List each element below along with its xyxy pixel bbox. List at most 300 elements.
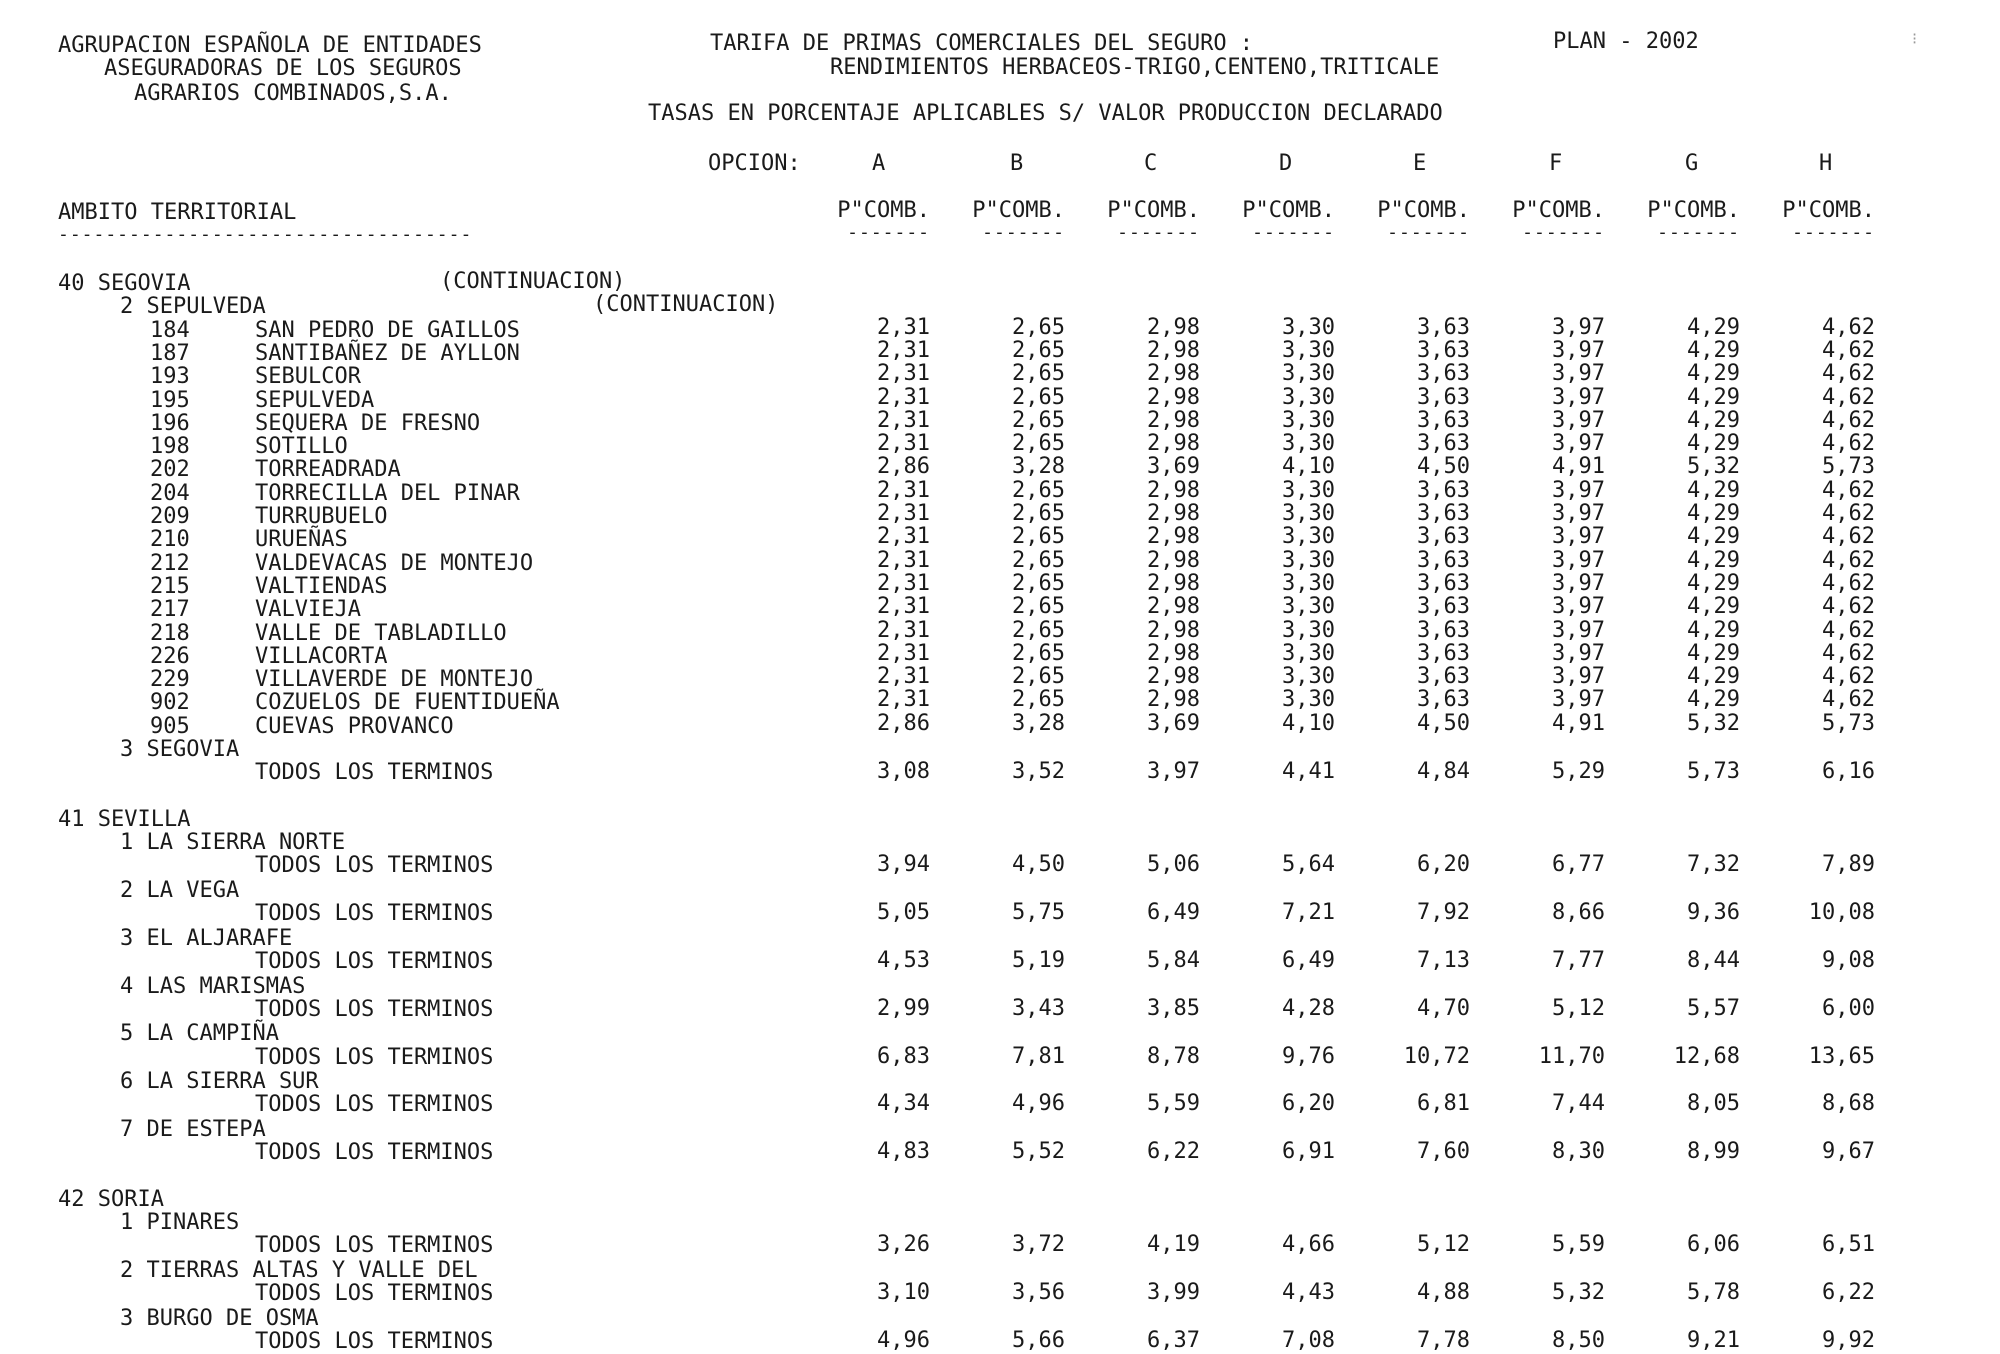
rate-cell-h: 9,08: [1822, 948, 1875, 973]
all-terms-label: TODOS LOS TERMINOS: [255, 901, 494, 927]
rate-cell-a: 2,99: [877, 995, 930, 1021]
municipality-code: 195: [150, 387, 190, 413]
comarca-heading: 2 TIERRAS ALTAS Y VALLE DEL: [120, 1257, 478, 1283]
rate-cell-h: 8,68: [1822, 1091, 1875, 1117]
rate-cell-b: 2,65: [1012, 384, 1065, 410]
rate-cell-d: 6,91: [1282, 1139, 1335, 1165]
rate-cell-c: 2,98: [1147, 407, 1200, 433]
rate-cell-h: 4,62: [1822, 384, 1875, 410]
rate-cell-b: 5,19: [1012, 948, 1065, 973]
municipality-name: SANTIBAÑEZ DE AYLLON: [255, 340, 520, 366]
rate-cell-f: 3,97: [1552, 337, 1605, 363]
comarca-heading: 3 BURGO DE OSMA: [120, 1305, 319, 1331]
municipality-code: 198: [150, 434, 190, 460]
rate-cell-a: 2,31: [877, 617, 930, 643]
rate-cell-b: 3,43: [1012, 995, 1065, 1021]
rate-cell-c: 2,98: [1147, 640, 1200, 666]
rate-cell-g: 5,32: [1687, 454, 1740, 480]
rate-cell-g: 4,29: [1687, 570, 1740, 596]
all-terms-label: TODOS LOS TERMINOS: [255, 1140, 494, 1166]
rate-cell-h: 4,62: [1822, 570, 1875, 596]
rate-cell-f: 8,66: [1552, 900, 1605, 926]
rate-cell-h: 4,62: [1822, 617, 1875, 643]
rate-cell-d: 3,30: [1282, 664, 1335, 690]
rate-cell-c: 5,59: [1147, 1091, 1200, 1117]
rate-cell-c: 3,69: [1147, 710, 1200, 736]
rate-cell-c: 2,98: [1147, 687, 1200, 713]
municipality-code: 218: [150, 620, 190, 646]
rate-cell-g: 4,29: [1687, 337, 1740, 363]
municipality-code: 209: [150, 504, 190, 529]
scroll-indicator-icon: ⁝: [1912, 29, 1918, 48]
rate-cell-h: 4,62: [1822, 407, 1875, 433]
all-terms-label: TODOS LOS TERMINOS: [255, 1092, 494, 1118]
rate-cell-e: 7,60: [1417, 1139, 1470, 1165]
all-terms-label: TODOS LOS TERMINOS: [255, 1281, 494, 1307]
all-terms-label: TODOS LOS TERMINOS: [255, 1328, 494, 1354]
rate-cell-e: 3,63: [1417, 664, 1470, 690]
rate-cell-d: 5,64: [1282, 852, 1335, 878]
option-e: E: [1413, 151, 1427, 176]
territorial-scope-rule: -----------------------------------: [58, 224, 473, 245]
municipality-name: VALDEVACAS DE MONTEJO: [255, 550, 534, 576]
province-heading: 40 SEGOVIA: [58, 271, 191, 296]
rate-cell-e: 3,63: [1417, 547, 1470, 573]
rate-cell-b: 2,65: [1012, 314, 1065, 340]
rate-cell-g: 4,29: [1687, 547, 1740, 573]
all-terms-label: TODOS LOS TERMINOS: [255, 853, 494, 879]
province-heading: 41 SEVILLA: [58, 806, 191, 832]
option-a: A: [872, 151, 886, 176]
municipality-name: SEQUERA DE FRESNO: [255, 410, 481, 436]
rate-cell-e: 3,63: [1417, 594, 1470, 620]
rate-cell-a: 3,08: [877, 759, 930, 785]
rate-cell-f: 3,97: [1552, 501, 1605, 526]
rate-cell-b: 2,65: [1012, 361, 1065, 387]
municipality-name: TORREADRADA: [255, 457, 401, 483]
rate-cell-g: 9,21: [1687, 1327, 1740, 1353]
rate-cell-c: 3,85: [1147, 995, 1200, 1021]
rate-cell-f: 5,32: [1552, 1280, 1605, 1306]
rate-cell-f: 3,97: [1552, 664, 1605, 690]
rate-cell-e: 3,63: [1417, 501, 1470, 526]
comarca-heading: 1 LA SIERRA NORTE: [120, 830, 346, 856]
rate-cell-c: 2,98: [1147, 361, 1200, 387]
rate-cell-g: 4,29: [1687, 501, 1740, 526]
municipality-code: 202: [150, 457, 190, 483]
rate-cell-f: 11,70: [1538, 1043, 1605, 1069]
rate-cell-a: 2,31: [877, 477, 930, 503]
rate-cell-c: 3,99: [1147, 1280, 1200, 1306]
column-rule-e: -------: [1387, 222, 1470, 243]
rate-cell-b: 2,65: [1012, 594, 1065, 620]
rate-cell-f: 4,91: [1552, 454, 1605, 480]
rate-cell-h: 4,62: [1822, 501, 1875, 526]
rate-cell-h: 4,62: [1822, 664, 1875, 690]
column-rule-f: -------: [1522, 222, 1605, 243]
municipality-code: 215: [150, 573, 190, 599]
rate-cell-e: 3,63: [1417, 407, 1470, 433]
rate-cell-g: 4,29: [1687, 431, 1740, 457]
rate-cell-f: 3,97: [1552, 431, 1605, 457]
rate-cell-e: 7,78: [1417, 1327, 1470, 1353]
rate-cell-c: 2,98: [1147, 337, 1200, 363]
rate-cell-c: 6,37: [1147, 1327, 1200, 1353]
rate-cell-d: 3,30: [1282, 687, 1335, 713]
comarca-heading: 2 LA VEGA: [120, 877, 240, 903]
rate-cell-c: 8,78: [1147, 1043, 1200, 1069]
rate-cell-h: 5,73: [1822, 710, 1875, 736]
tariff-subtitle: RENDIMIENTOS HERBACEOS-TRIGO,CENTENO,TRITICALE: [830, 55, 1440, 80]
column-header-d: P"COMB.: [1242, 198, 1335, 223]
rates-description: TASAS EN PORCENTAJE APLICABLES S/ VALOR PRODUCCION DECLARADO: [648, 101, 1443, 126]
rate-cell-h: 7,89: [1822, 852, 1875, 878]
rate-cell-g: 4,29: [1687, 687, 1740, 713]
comarca-heading: 2 SEPULVEDA: [120, 294, 266, 320]
rate-cell-c: 6,22: [1147, 1139, 1200, 1165]
rate-cell-b: 2,65: [1012, 640, 1065, 666]
rate-cell-g: 9,36: [1687, 900, 1740, 926]
rate-cell-d: 3,30: [1282, 477, 1335, 503]
rate-cell-d: 3,30: [1282, 407, 1335, 433]
all-terms-label: TODOS LOS TERMINOS: [255, 760, 494, 786]
rate-cell-b: 2,65: [1012, 664, 1065, 690]
rate-cell-g: 4,29: [1687, 314, 1740, 340]
rate-cell-h: 6,16: [1822, 759, 1875, 785]
rate-cell-h: 4,62: [1822, 431, 1875, 457]
rate-cell-e: 4,70: [1417, 995, 1470, 1021]
rate-cell-b: 2,65: [1012, 547, 1065, 573]
rate-cell-c: 2,98: [1147, 431, 1200, 457]
rate-cell-f: 3,97: [1552, 570, 1605, 596]
rate-cell-d: 3,30: [1282, 617, 1335, 643]
rate-cell-f: 4,91: [1552, 710, 1605, 736]
rate-cell-a: 2,31: [877, 570, 930, 596]
rate-cell-a: 4,53: [877, 948, 930, 973]
rate-cell-b: 3,72: [1012, 1232, 1065, 1258]
municipality-name: VALLE DE TABLADILLO: [255, 620, 507, 646]
rate-cell-d: 4,10: [1282, 710, 1335, 736]
rate-cell-d: 3,30: [1282, 384, 1335, 410]
rate-cell-e: 3,63: [1417, 314, 1470, 340]
comarca-heading: 6 LA SIERRA SUR: [120, 1069, 319, 1095]
municipality-name: CUEVAS PROVANCO: [255, 713, 454, 739]
municipality-name: VILLAVERDE DE MONTEJO: [255, 667, 534, 693]
rate-cell-d: 4,28: [1282, 995, 1335, 1021]
all-terms-label: TODOS LOS TERMINOS: [255, 996, 494, 1022]
municipality-name: VALVIEJA: [255, 597, 361, 623]
rate-cell-h: 4,62: [1822, 640, 1875, 666]
municipality-code: 229: [150, 667, 190, 693]
rate-cell-a: 4,34: [877, 1091, 930, 1117]
rate-cell-f: 3,97: [1552, 384, 1605, 410]
rate-cell-c: 2,98: [1147, 570, 1200, 596]
rate-cell-h: 4,62: [1822, 687, 1875, 713]
comarca-heading: 3 EL ALJARAFE: [120, 925, 293, 951]
rate-cell-g: 12,68: [1673, 1043, 1740, 1069]
rate-cell-e: 3,63: [1417, 524, 1470, 550]
option-b: B: [1010, 151, 1024, 176]
column-header-g: P"COMB.: [1647, 198, 1740, 223]
municipality-code: 196: [150, 410, 190, 436]
municipality-name: SEPULVEDA: [255, 387, 375, 413]
rate-cell-c: 4,19: [1147, 1232, 1200, 1258]
rate-cell-d: 4,10: [1282, 454, 1335, 480]
rate-cell-b: 5,66: [1012, 1327, 1065, 1353]
rate-cell-c: 3,97: [1147, 759, 1200, 785]
rate-cell-a: 2,86: [877, 454, 930, 480]
rate-cell-c: 2,98: [1147, 664, 1200, 690]
option-d: D: [1279, 151, 1293, 176]
rate-cell-f: 3,97: [1552, 361, 1605, 387]
column-header-h: P"COMB.: [1782, 198, 1875, 223]
rate-cell-c: 2,98: [1147, 477, 1200, 503]
rate-cell-h: 4,62: [1822, 477, 1875, 503]
option-h: H: [1819, 151, 1833, 176]
rate-cell-a: 4,96: [877, 1327, 930, 1353]
rate-cell-e: 6,81: [1417, 1091, 1470, 1117]
rate-cell-b: 2,65: [1012, 337, 1065, 363]
rate-cell-e: 4,50: [1417, 710, 1470, 736]
rate-cell-e: 7,92: [1417, 900, 1470, 926]
rate-cell-h: 10,08: [1808, 900, 1875, 926]
rate-cell-f: 3,97: [1552, 547, 1605, 573]
column-rule-g: -------: [1657, 222, 1740, 243]
column-rule-d: -------: [1252, 222, 1335, 243]
rate-cell-e: 3,63: [1417, 570, 1470, 596]
municipality-code: 212: [150, 550, 190, 576]
rate-cell-b: 3,56: [1012, 1280, 1065, 1306]
municipality-code: 204: [150, 480, 190, 506]
rate-cell-c: 5,06: [1147, 852, 1200, 878]
rate-cell-e: 3,63: [1417, 431, 1470, 457]
rate-cell-g: 4,29: [1687, 524, 1740, 550]
rate-cell-a: 3,94: [877, 852, 930, 878]
rate-cell-c: 2,98: [1147, 314, 1200, 340]
column-header-a: P"COMB.: [837, 198, 930, 223]
rate-cell-a: 2,31: [877, 337, 930, 363]
rate-cell-d: 4,43: [1282, 1280, 1335, 1306]
rate-cell-h: 4,62: [1822, 337, 1875, 363]
rate-cell-c: 6,49: [1147, 900, 1200, 926]
rate-cell-e: 7,13: [1417, 948, 1470, 973]
municipality-name: TURRUBUELO: [255, 504, 388, 529]
rate-cell-f: 3,97: [1552, 477, 1605, 503]
rate-cell-d: 3,30: [1282, 570, 1335, 596]
municipality-name: VILLACORTA: [255, 643, 388, 669]
rate-cell-h: 6,51: [1822, 1232, 1875, 1258]
rate-cell-h: 6,00: [1822, 995, 1875, 1021]
municipality-code: 226: [150, 643, 190, 669]
rate-cell-e: 4,84: [1417, 759, 1470, 785]
rate-cell-e: 3,63: [1417, 337, 1470, 363]
rate-cell-g: 4,29: [1687, 664, 1740, 690]
continuation-note: (CONTINUACION): [593, 292, 779, 318]
rate-cell-b: 2,65: [1012, 687, 1065, 713]
rate-cell-f: 6,77: [1552, 852, 1605, 878]
rate-cell-h: 4,62: [1822, 524, 1875, 550]
rate-cell-g: 4,29: [1687, 361, 1740, 387]
rate-cell-f: 5,59: [1552, 1232, 1605, 1258]
rate-cell-e: 4,50: [1417, 454, 1470, 480]
rate-cell-c: 3,69: [1147, 454, 1200, 480]
rate-cell-a: 2,31: [877, 384, 930, 410]
rate-cell-b: 5,52: [1012, 1139, 1065, 1165]
rate-cell-f: 5,29: [1552, 759, 1605, 785]
rate-cell-d: 3,30: [1282, 640, 1335, 666]
rate-cell-b: 2,65: [1012, 570, 1065, 596]
rate-cell-e: 10,72: [1403, 1043, 1470, 1069]
rate-cell-c: 2,98: [1147, 384, 1200, 410]
rate-cell-f: 3,97: [1552, 687, 1605, 713]
rate-cell-b: 2,65: [1012, 431, 1065, 457]
municipality-code: 217: [150, 597, 190, 623]
municipality-name: SOTILLO: [255, 434, 348, 460]
rate-cell-b: 2,65: [1012, 617, 1065, 643]
municipality-name: TORRECILLA DEL PINAR: [255, 480, 520, 506]
rate-cell-d: 3,30: [1282, 547, 1335, 573]
rate-cell-b: 5,75: [1012, 900, 1065, 926]
rate-cell-g: 5,73: [1687, 759, 1740, 785]
rate-cell-h: 9,92: [1822, 1327, 1875, 1353]
rate-cell-e: 3,63: [1417, 477, 1470, 503]
rate-cell-a: 2,31: [877, 524, 930, 550]
rate-cell-b: 4,96: [1012, 1091, 1065, 1117]
rate-cell-a: 2,31: [877, 407, 930, 433]
rate-cell-g: 8,05: [1687, 1091, 1740, 1117]
rate-cell-f: 3,97: [1552, 617, 1605, 643]
tariff-title: TARIFA DE PRIMAS COMERCIALES DEL SEGURO :: [710, 31, 1254, 56]
rate-cell-b: 2,65: [1012, 477, 1065, 503]
all-terms-label: TODOS LOS TERMINOS: [255, 1233, 494, 1259]
rate-cell-g: 6,06: [1687, 1232, 1740, 1258]
column-rule-c: -------: [1117, 222, 1200, 243]
rate-cell-b: 4,50: [1012, 852, 1065, 878]
rate-cell-g: 5,32: [1687, 710, 1740, 736]
rate-cell-h: 4,62: [1822, 594, 1875, 620]
rate-cell-g: 4,29: [1687, 617, 1740, 643]
column-rule-h: -------: [1792, 222, 1875, 243]
rate-cell-h: 4,62: [1822, 314, 1875, 340]
column-header-c: P"COMB.: [1107, 198, 1200, 223]
rate-cell-f: 7,44: [1552, 1091, 1605, 1117]
rate-cell-e: 4,88: [1417, 1280, 1470, 1306]
rate-cell-g: 8,99: [1687, 1139, 1740, 1165]
municipality-code: 905: [150, 713, 190, 739]
option-f: F: [1549, 151, 1563, 176]
municipality-name: URUEÑAS: [255, 527, 348, 553]
rate-cell-b: 3,28: [1012, 710, 1065, 736]
rate-cell-a: 6,83: [877, 1043, 930, 1069]
municipality-name: COZUELOS DE FUENTIDUEÑA: [255, 690, 560, 716]
rate-cell-h: 6,22: [1822, 1280, 1875, 1306]
rate-cell-a: 2,31: [877, 687, 930, 713]
rate-cell-d: 7,08: [1282, 1327, 1335, 1353]
rate-cell-e: 3,63: [1417, 687, 1470, 713]
plan-year: PLAN - 2002: [1553, 29, 1699, 54]
rate-cell-g: 8,44: [1687, 948, 1740, 973]
comarca-heading: 7 DE ESTEPA: [120, 1116, 266, 1142]
column-header-e: P"COMB.: [1377, 198, 1470, 223]
rate-cell-d: 7,21: [1282, 900, 1335, 926]
rate-cell-d: 3,30: [1282, 501, 1335, 526]
rate-cell-d: 3,30: [1282, 594, 1335, 620]
option-g: G: [1685, 151, 1699, 176]
rate-cell-a: 2,31: [877, 664, 930, 690]
rate-cell-a: 2,31: [877, 314, 930, 340]
column-header-f: P"COMB.: [1512, 198, 1605, 223]
rate-cell-e: 3,63: [1417, 361, 1470, 387]
rate-cell-f: 3,97: [1552, 524, 1605, 550]
rate-cell-c: 5,84: [1147, 948, 1200, 973]
rate-cell-h: 4,62: [1822, 361, 1875, 387]
rate-cell-d: 3,30: [1282, 361, 1335, 387]
rate-cell-g: 4,29: [1687, 594, 1740, 620]
comarca-heading: 1 PINARES: [120, 1210, 240, 1235]
all-terms-label: TODOS LOS TERMINOS: [255, 1044, 494, 1070]
comarca-heading: 4 LAS MARISMAS: [120, 973, 306, 999]
rate-cell-a: 2,86: [877, 710, 930, 736]
org-name-line-2: ASEGURADORAS DE LOS SEGUROS: [104, 56, 462, 81]
municipality-code: 193: [150, 364, 190, 390]
rate-cell-d: 3,30: [1282, 524, 1335, 550]
rate-cell-a: 2,31: [877, 547, 930, 573]
municipality-code: 187: [150, 340, 190, 366]
rate-cell-b: 3,52: [1012, 759, 1065, 785]
org-name-line-1: AGRUPACION ESPAÑOLA DE ENTIDADES: [58, 33, 482, 58]
rate-cell-h: 9,67: [1822, 1139, 1875, 1165]
option-label: OPCION:: [708, 151, 801, 176]
municipality-code: 184: [150, 317, 190, 343]
rate-cell-c: 2,98: [1147, 617, 1200, 643]
rate-cell-h: 5,73: [1822, 454, 1875, 480]
rate-cell-f: 3,97: [1552, 594, 1605, 620]
rate-cell-f: 3,97: [1552, 640, 1605, 666]
rate-cell-f: 5,12: [1552, 995, 1605, 1021]
continuation-note: (CONTINUACION): [440, 269, 626, 294]
rate-cell-a: 5,05: [877, 900, 930, 926]
rate-cell-a: 2,31: [877, 361, 930, 387]
rate-cell-a: 2,31: [877, 501, 930, 526]
rate-cell-h: 4,62: [1822, 547, 1875, 573]
rate-cell-g: 4,29: [1687, 640, 1740, 666]
rate-cell-d: 6,20: [1282, 1091, 1335, 1117]
rate-cell-a: 2,31: [877, 594, 930, 620]
option-c: C: [1144, 151, 1158, 176]
rate-cell-g: 4,29: [1687, 477, 1740, 503]
rate-cell-b: 3,28: [1012, 454, 1065, 480]
municipality-code: 902: [150, 690, 190, 716]
rate-cell-b: 2,65: [1012, 407, 1065, 433]
rate-cell-e: 3,63: [1417, 640, 1470, 666]
rate-cell-h: 13,65: [1808, 1043, 1875, 1069]
all-terms-label: TODOS LOS TERMINOS: [255, 949, 494, 974]
rate-cell-g: 5,57: [1687, 995, 1740, 1021]
municipality-name: SAN PEDRO DE GAILLOS: [255, 317, 520, 343]
rate-cell-a: 3,26: [877, 1232, 930, 1258]
rate-cell-f: 8,50: [1552, 1327, 1605, 1353]
rate-cell-b: 2,65: [1012, 501, 1065, 526]
rate-cell-b: 7,81: [1012, 1043, 1065, 1069]
comarca-heading: 3 SEGOVIA: [120, 737, 240, 762]
rate-cell-c: 2,98: [1147, 547, 1200, 573]
column-rule-a: -------: [847, 222, 930, 243]
rate-cell-g: 7,32: [1687, 852, 1740, 878]
municipality-name: SEBULCOR: [255, 364, 361, 390]
rate-cell-c: 2,98: [1147, 594, 1200, 620]
municipality-code: 210: [150, 527, 190, 553]
municipality-name: VALTIENDAS: [255, 573, 388, 599]
